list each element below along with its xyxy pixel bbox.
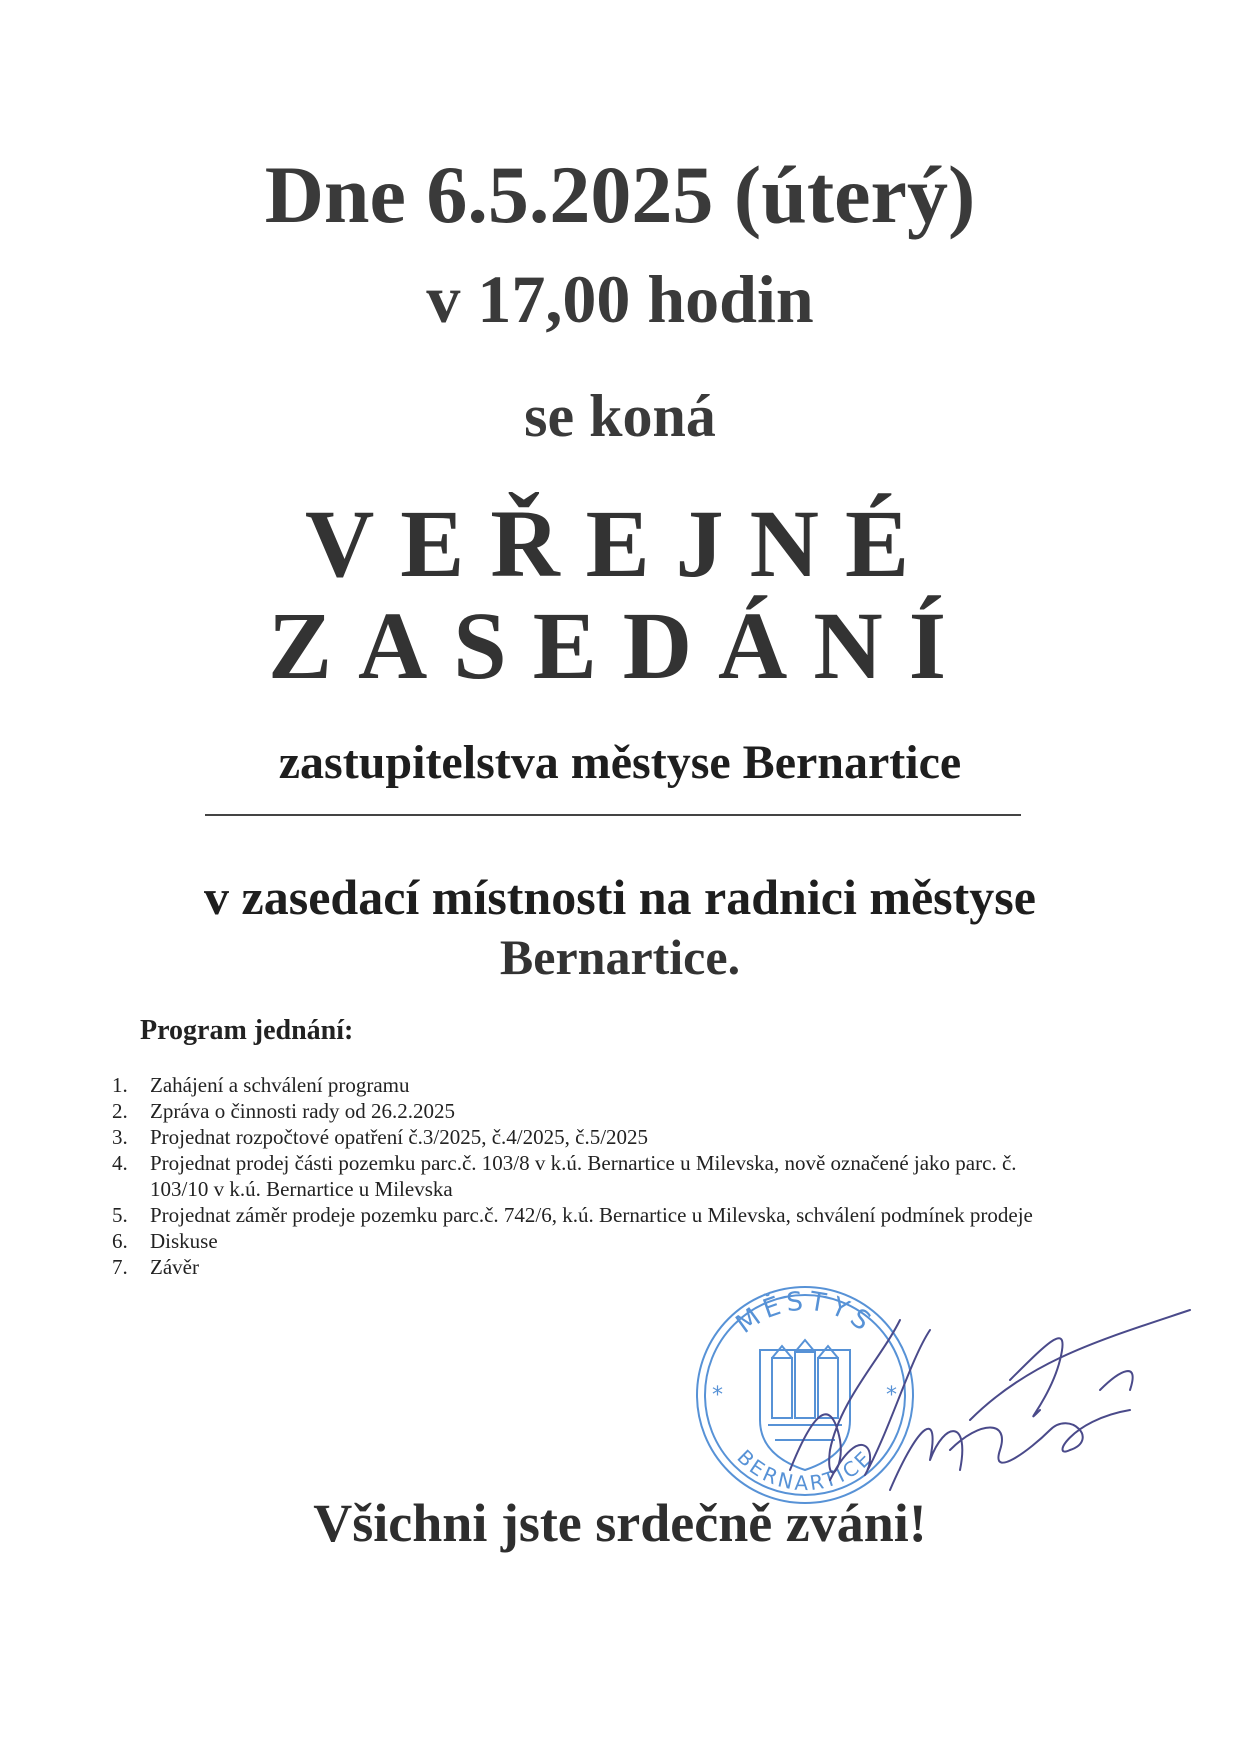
item-number: 1. <box>112 1073 128 1097</box>
signature <box>770 1300 1220 1520</box>
list-item <box>100 1228 1150 1254</box>
list-item <box>100 1150 1040 1202</box>
title-zasedani: ZASEDÁNÍ <box>267 592 973 699</box>
list-item <box>100 1072 1150 1098</box>
svg-text:*: * <box>712 1383 723 1408</box>
item-number: 4. <box>112 1151 128 1175</box>
time-line: v 17,00 hodin <box>426 261 814 337</box>
item-number: 3. <box>112 1125 128 1149</box>
place-line-2: Bernartice. <box>499 929 741 985</box>
stamp-bottom-text: BERNARTICE <box>732 1444 878 1496</box>
subtitle: zastupitelstva městyse Bernartice <box>278 736 962 789</box>
divider <box>205 814 1021 816</box>
list-item <box>100 1124 1150 1150</box>
item-number: 2. <box>112 1099 128 1123</box>
item-number: 5. <box>112 1203 128 1227</box>
se-kona-line: se koná <box>524 383 716 449</box>
item-text: Zpráva o činnosti rady od 26.2.2025 <box>150 1099 456 1123</box>
stamp-top-text: MĚSTYS <box>730 1286 880 1341</box>
list-item <box>100 1202 1150 1228</box>
list-item <box>100 1254 1150 1280</box>
svg-text:*: * <box>886 1383 897 1408</box>
item-number: 7. <box>112 1255 128 1279</box>
item-text: Projednat rozpočtové opatření č.3/2025, č.4/2025, č.5/2025 <box>150 1125 649 1149</box>
item-text: Diskuse <box>150 1229 218 1253</box>
item-number: 6. <box>112 1229 128 1253</box>
item-text: Projednat prodej části pozemku parc.č. 103/8 v k.ú. Bernartice u Milevska, nově označené jako parc. č. 103/10 v k.ú. Bernartice u Milevska <box>150 1151 1017 1201</box>
item-text: Závěr <box>150 1255 199 1279</box>
title-verejne: VEŘEJNÉ <box>304 490 936 597</box>
list-item <box>100 1098 1150 1124</box>
place-line-1: v zasedací místnosti na radnici městyse <box>204 869 1036 925</box>
item-text: Projednat záměr prodeje pozemku parc.č. 742/6, k.ú. Bernartice u Milevska, schválení podmínek prodeje <box>150 1203 1033 1227</box>
date-line: Dne 6.5.2025 (úterý) <box>264 149 976 240</box>
closing-invitation: Všichni jste srdečně zváni! <box>313 1493 927 1553</box>
program-list <box>100 1072 1150 1280</box>
program-heading: Program jednání: <box>140 1015 354 1046</box>
item-text: Zahájení a schválení programu <box>150 1073 410 1097</box>
